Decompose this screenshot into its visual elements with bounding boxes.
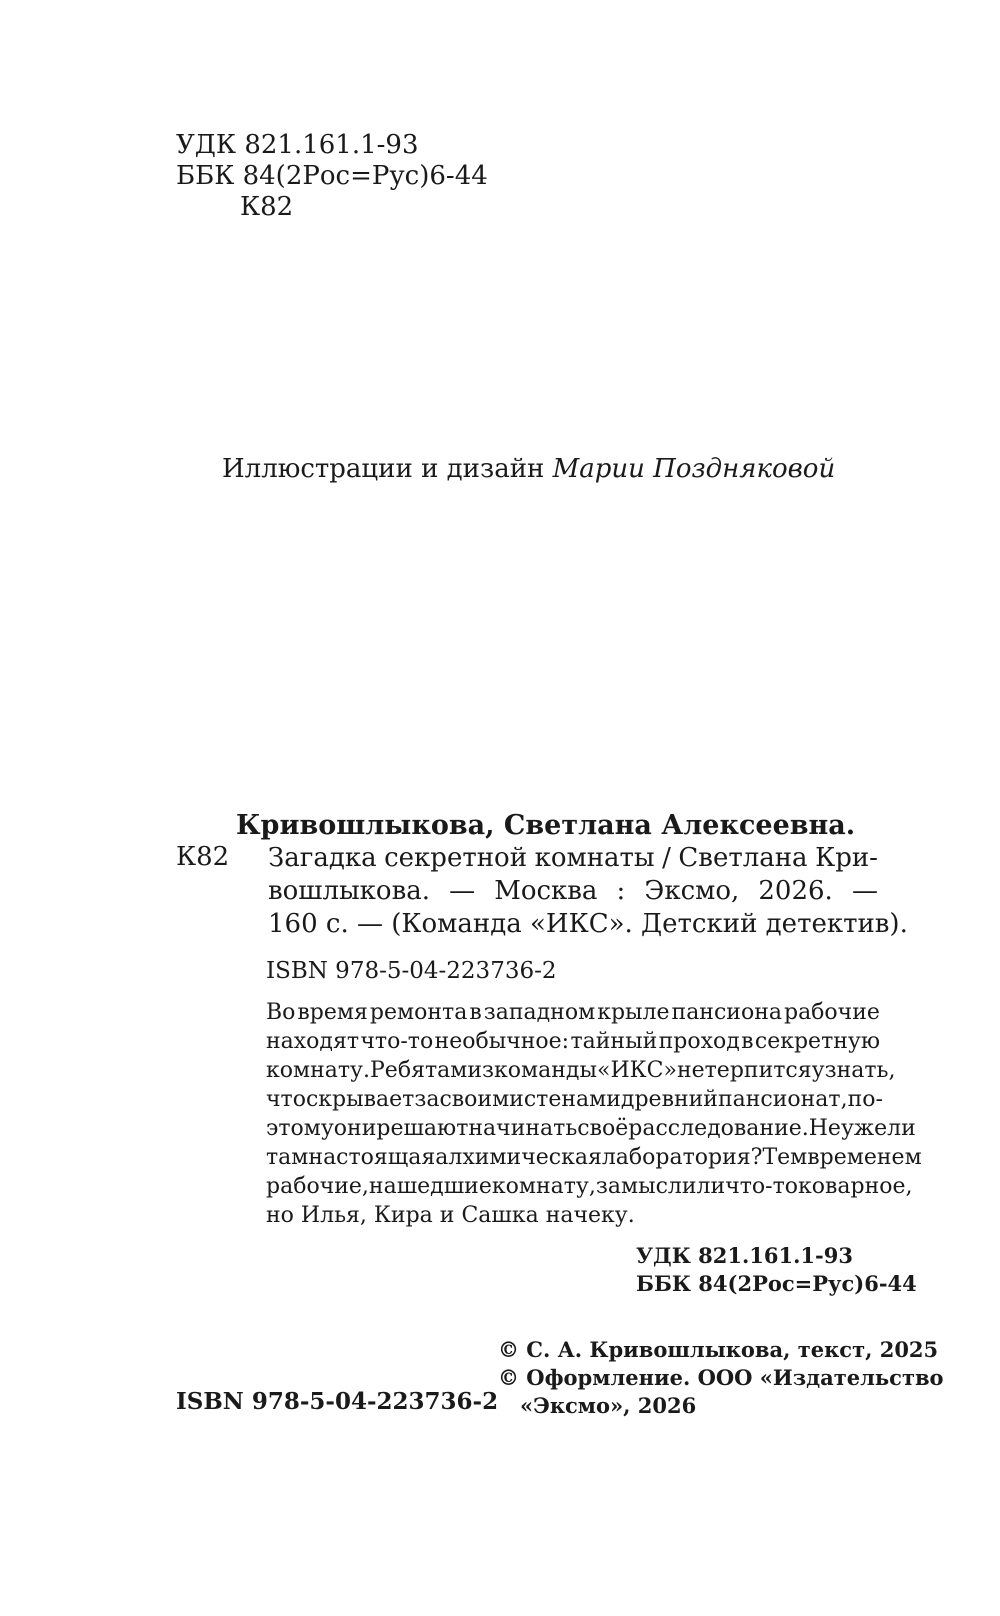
udk-code: УДК 821.161.1-93 [176, 130, 419, 160]
biblio-line: вошлыкова. — Москва : Эксмо, 2026. — [268, 876, 878, 906]
biblio-line: Загадка секретной комнаты / Светлана Кри- [268, 843, 878, 873]
annotation-line: Во время ремонта в западном крыле пансиона рабочие [266, 1000, 880, 1025]
illustrations-prefix: Иллюстрации и дизайн [222, 454, 553, 484]
isbn-in-description: ISBN 978-5-04-223736-2 [266, 958, 557, 984]
annotation-line: комнату. Ребятам из команды «ИКС» не терпится узнать, [266, 1058, 896, 1083]
udk-code-bottom: УДК 821.161.1-93 [636, 1243, 853, 1268]
illustrator-name: Марии Поздняковой [552, 454, 836, 484]
bibliographic-description [268, 842, 908, 941]
annotation [266, 998, 922, 1230]
annotation-line: там настоящая алхимическая лаборатория? Тем временем [266, 1145, 922, 1170]
annotation-line: что скрывает за своими стенами древний пансионат, по- [266, 1087, 883, 1112]
copyright-text: © С. А. Кривошлыкова, текст, 2025 [498, 1337, 939, 1362]
author-heading: Кривошлыкова, Светлана Алексеевна. [236, 810, 856, 841]
isbn-bottom: ISBN 978-5-04-223736-2 [176, 1388, 499, 1415]
annotation-line: рабочие, нашедшие комнату, замыслили что-то коварное, [266, 1174, 913, 1199]
biblio-line: 160 с. — (Команда «ИКС». Детский детектив). [268, 909, 908, 939]
bbk-code-bottom: ББК 84(2Рос=Рус)6-44 [636, 1271, 917, 1296]
top-classification-codes [176, 130, 488, 223]
bottom-classification-codes [636, 1242, 917, 1298]
copyright-design: © Оформление. ООО «Издательство [498, 1365, 944, 1390]
copyright-block [498, 1336, 944, 1420]
author-sign: К82 [240, 192, 294, 222]
annotation-line: этому они решают начинать своё расследование. Неужели [266, 1116, 916, 1141]
illustrations-credit [222, 454, 835, 484]
annotation-line: находят что-то необычное: тайный проход в секретную [266, 1029, 880, 1054]
annotation-line: но Илья, Кира и Сашка начеку. [266, 1203, 635, 1228]
bbk-code: ББК 84(2Рос=Рус)6-44 [176, 161, 488, 191]
copyright-design-cont: «Эксмо», 2026 [520, 1393, 697, 1418]
biblio-author-sign: К82 [176, 842, 230, 872]
